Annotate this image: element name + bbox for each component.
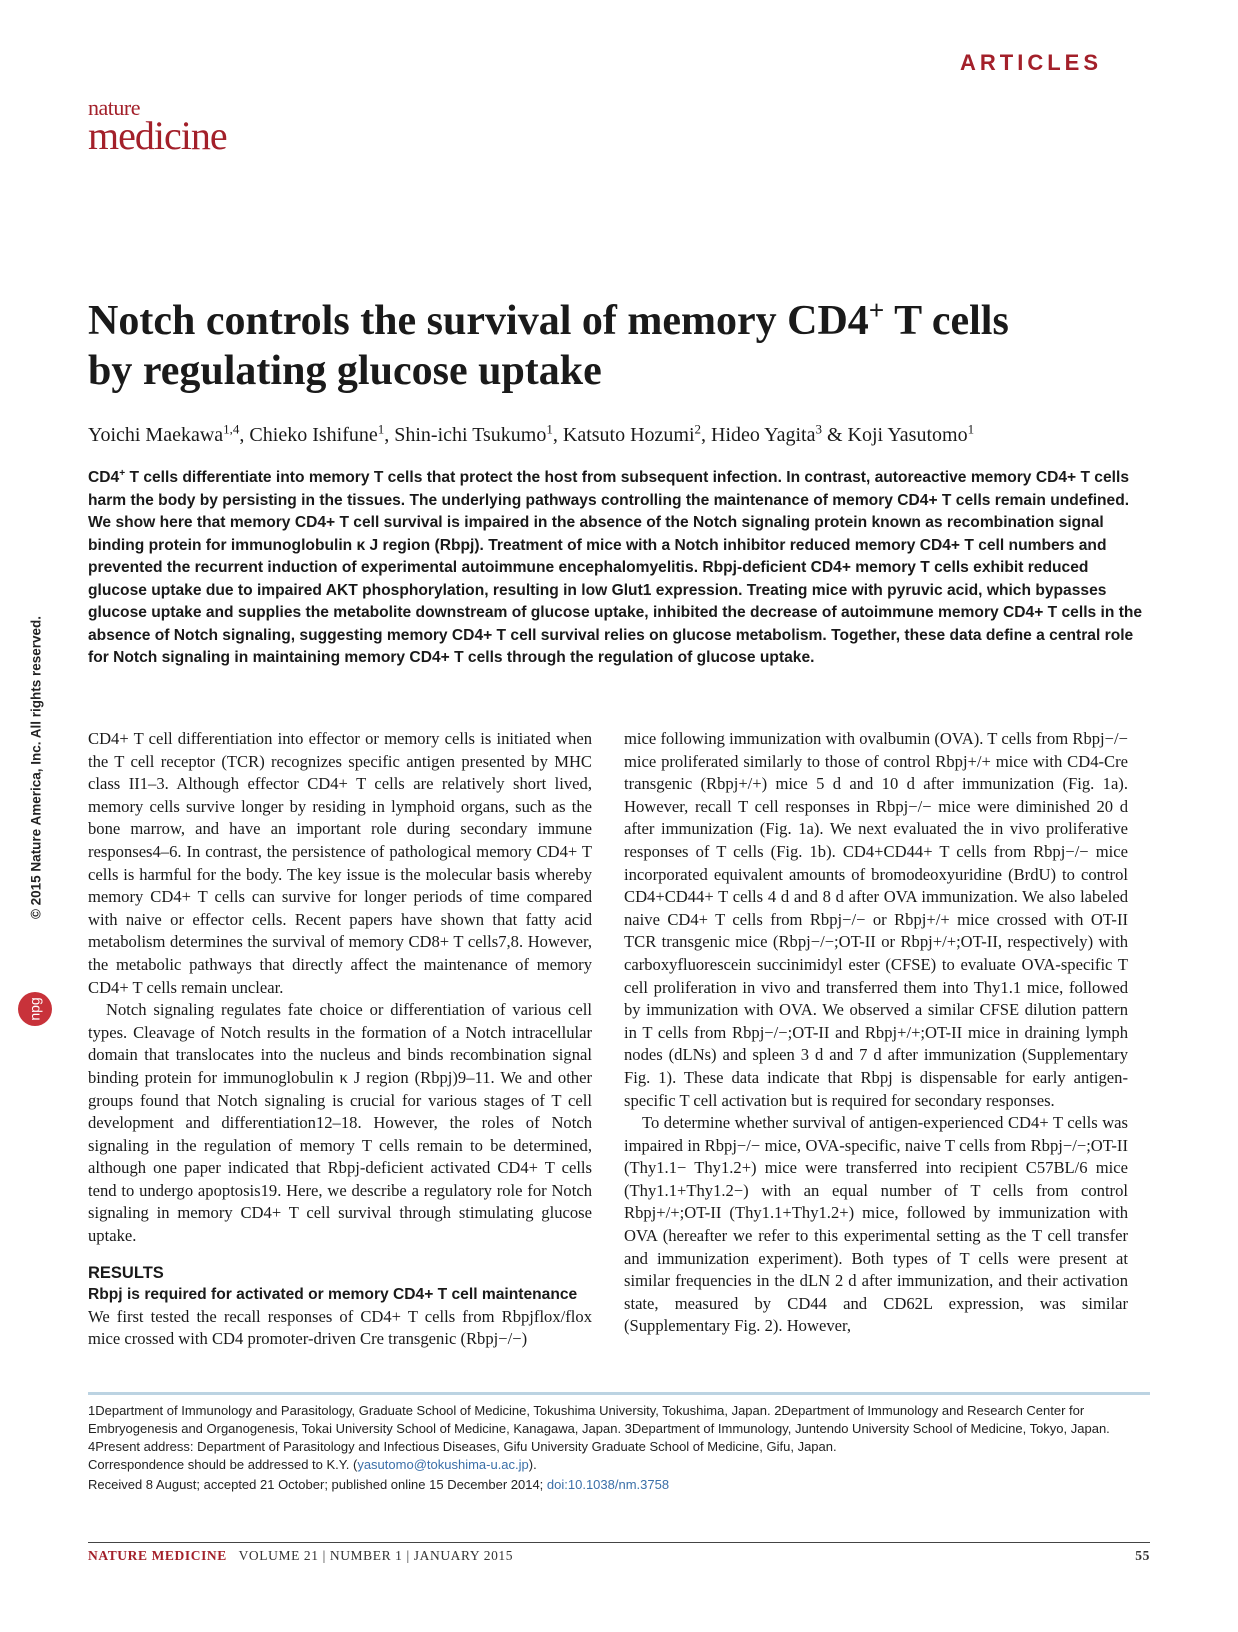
author: Shin-ichi Tsukumo$^1$, (394, 421, 563, 446)
title-line1-end: T cells (884, 298, 1009, 344)
logo-small-text: nature (88, 95, 140, 120)
author-list (88, 422, 1148, 448)
body-paragraph: We first tested the recall responses of CD4+ T cells from Rbpjflox/flox mice crossed with CD4 promoter-driven Cre transgenic (Rbpj−/−) (88, 1306, 592, 1349)
author: Yoichi Maekawa$^{1,4}$, (88, 421, 250, 446)
email-link[interactable]: yasutomo@tokushima-u.ac.jp (357, 1457, 529, 1472)
abstract-text: T cells differentiate into memory T cells that protect the host from subsequent infection. In contrast, autoreactive memory CD4+ T cells harm the body by persisting in the tissues. The underlying pathways controlling the maintenance of memory CD4+ T cells remain undefined. We show here that memory CD4+ T cell survival is impaired in the absence of the Notch signaling protein known as recombination signal binding protein for immunoglobulin κ J region (Rbpj). Treatment of mice with a Notch inhibitor reduced memory CD4+ T cell numbers and prevented the recurrent induction of experimental autoimmune encephalomyelitis. Rbpj-deficient CD4+ memory T cells exhibit reduced glucose uptake due to impaired AKT phosphorylation, resulting in low Glut1 expression. Treating mice with pyruvic acid, which bypasses glucose uptake and supplies the metabolite downstream of glucose uptake, inhibited the decrease of autoimmune memory CD4+ T cells in the absence of Notch signaling, suggesting memory CD4+ T cell survival relies on glucose metabolism. Together, these data define a central role for Notch signaling in maintaining memory CD4+ T cells through the regulation of glucose uptake. (88, 469, 1143, 666)
body-paragraph: To determine whether survival of antigen-experienced CD4+ T cells was impaired in Rbpj−/− mice, OVA-specific, naive T cells from Rbpj−/−;OT-II (Thy1.1− Thy1.2+) mice were transferred into recipient C57BL/6 mice (Thy1.1+Thy1.2−) with an equal number of T cells from control Rbpj+/+;OT-II (Thy1.1+Thy1.2+) mice, followed by immunization with OVA (hereafter we refer to this experimental setting as the T cell transfer and immunization experiment). Both types of T cells were present at similar frequencies in the dLN 2 d after immunization, and their activation state, measured by CD44 and CD62L expression, was similar (Supplementary Fig. 2). However, (624, 1113, 1128, 1336)
npg-badge-label: npg (26, 997, 43, 1021)
journal-logo (88, 95, 227, 158)
copyright-notice (26, 600, 46, 940)
results-heading: RESULTS (88, 1263, 164, 1282)
logo-big-text: medicine (88, 113, 227, 158)
page-footer (88, 1548, 1150, 1564)
results-subheading: Rbpj is required for activated or memory CD4+ T cell maintenance (88, 1285, 578, 1303)
affiliations-footnote (88, 1402, 1150, 1474)
body-column-right (624, 728, 1128, 1338)
page-number: 55 (1135, 1548, 1150, 1563)
body-paragraph: Notch signaling regulates fate choice or differentiation of various cell types. Cleavage of Notch results in the formation of a Notch intracellular domain that translocates into the nucleus and binds recombination signal binding protein for immunoglobulin κ J region (Rbpj)9–11. We and other groups found that Notch signaling is crucial for various stages of T cell development and differentiation12–18. However, the roles of Notch signaling in the regulation of memory T cells remain to be determined, although one paper indicated that Rbpj-deficient activated CD4+ T cells tend to undergo apoptosis19. Here, we describe a regulatory role for Notch signaling in memory CD4+ T cell survival through stimulating glucose uptake. (88, 1000, 592, 1246)
abstract-intro: CD4 (88, 469, 120, 486)
article-title (88, 296, 1148, 396)
received-text: Received 8 August; accepted 21 October; published online 15 December 2014; (88, 1477, 547, 1492)
affiliations-text: 1Department of Immunology and Parasitology, Graduate School of Medicine, Tokushima University, Tokushima, Japan. 2Department of Immunology and Research Center for Embryogenesis and Organogenesis, Tokai University School of Medicine, Kanagawa, Japan. 3Department of Immunology, Juntendo University School of Medicine, Tokyo, Japan. 4Present address: Department of Parasitology and Infectious Diseases, Gifu University Graduate School of Medicine, Gifu, Japan. (88, 1403, 1110, 1454)
body-paragraph: CD4+ T cell differentiation into effector or memory cells is initiated when the T cell receptor (TCR) recognizes specific antigen presented by MHC class II1–3. Although effector CD4+ T cells are relatively short lived, memory cells survive longer by residing in lymphoid organs, such as the bone marrow, and have an important role during secondary immune responses4–6. In contrast, the persistence of pathological memory CD4+ T cells is harmful for the body. The key issue is the molecular basis whereby memory CD4+ T cells can survive for longer periods of time compared with naive or effector cells. Recent papers have shown that fatty acid metabolism determines the survival of memory CD8+ T cells7,8. However, the metabolic pathways that directly affect the maintenance of memory CD4+ T cells remain unclear. (88, 729, 592, 997)
body-column-left (88, 728, 592, 1351)
footer-issue: VOLUME 21 | NUMBER 1 | JANUARY 2015 (238, 1548, 514, 1563)
body-paragraph: mice following immunization with ovalbumin (OVA). T cells from Rbpj−/− mice proliferated similarly to those of control Rbpj+/+ mice with CD4-Cre transgenic (Rbpj+/+) mice 5 d and 10 d after immunization (Fig. 1a). However, recall T cell responses in Rbpj−/− mice were diminished 20 d after immunization (Fig. 1a). We next evaluated the in vivo proliferative responses of T cells (Fig. 1b). CD4+CD44+ T cells from Rbpj−/− mice incorporated equivalent amounts of bromodeoxyuridine (BrdU) to control CD4+CD44+ T cells 4 d and 8 d after OVA immunization. We also labeled naive CD4+ T cells from Rbpj−/− or Rbpj+/+ mice crossed with OT-II TCR transgenic mice (Rbpj−/−;OT-II or Rbpj+/+;OT-II, respectively) with carboxyfluorescein succinimidyl ester (CFSE) to evaluate OVA-specific T cell proliferation in vivo and transferred them into Thy1.1 mice, followed by immunization with OVA. We observed a similar CFSE dilution pattern in T cells from Rbpj−/−;OT-II and Rbpj+/+;OT-II mice in draining lymph nodes (dLNs) and spleen 3 d and 7 d after immunization (Supplementary Fig. 1). These data indicate that Rbpj is dispensable for early antigen-specific T cell activation but is required for secondary responses. (624, 729, 1128, 1110)
title-line2: by regulating glucose uptake (88, 348, 602, 394)
correspondence-line: Correspondence should be addressed to K.Y. (yasutomo@tokushima-u.ac.jp). (88, 1457, 537, 1472)
copyright-text: © 2015 Nature America, Inc. All rights reserved. (28, 615, 44, 920)
footnote-divider (88, 1392, 1150, 1395)
abstract: CD4+ T cells differentiate into memory T cells that protect the host from subsequent infection. In contrast, autoreactive memory CD4+ T cells harm the body by persisting in the tissues. The underlying pathways controlling the maintenance of memory CD4+ T cells remain undefined. We show here that memory CD4+ T cell survival is impaired in the absence of the Notch signaling protein known as recombination signal binding protein for immunoglobulin κ J region (Rbpj). Treatment of mice with a Notch inhibitor reduced memory CD4+ T cell numbers and prevented the recurrent induction of experimental autoimmune encephalomyelitis. Rbpj-deficient CD4+ memory T cells exhibit reduced glucose uptake due to impaired AKT phosphorylation, resulting in low Glut1 expression. Treating mice with pyruvic acid, which bypasses glucose uptake and supplies the metabolite downstream of glucose uptake, inhibited the decrease of autoimmune memory CD4+ T cells in the absence of Notch signaling, suggesting memory CD4+ T cell survival relies on glucose metabolism. Together, these data define a central role for Notch signaling in maintaining memory CD4+ T cells through the regulation of glucose uptake. (88, 467, 1143, 666)
title-line1: Notch controls the survival of memory CD4 (88, 298, 869, 344)
section-label: ARTICLES (960, 50, 1102, 75)
title-superscript: + (868, 295, 885, 325)
npg-badge-icon (18, 992, 52, 1026)
author: Hideo Yagita$^3$ & (711, 421, 848, 446)
doi-link[interactable]: doi:10.1038/nm.3758 (546, 1477, 670, 1492)
author: Chieko Ishifune$^1$, (249, 421, 395, 446)
footer-journal: NATURE MEDICINE (88, 1548, 227, 1563)
author: Katsuto Hozumi$^2$, (562, 421, 712, 446)
footer-divider (88, 1542, 1150, 1543)
author: Koji Yasutomo$^1$ (847, 421, 975, 446)
received-dates (88, 1476, 1150, 1494)
